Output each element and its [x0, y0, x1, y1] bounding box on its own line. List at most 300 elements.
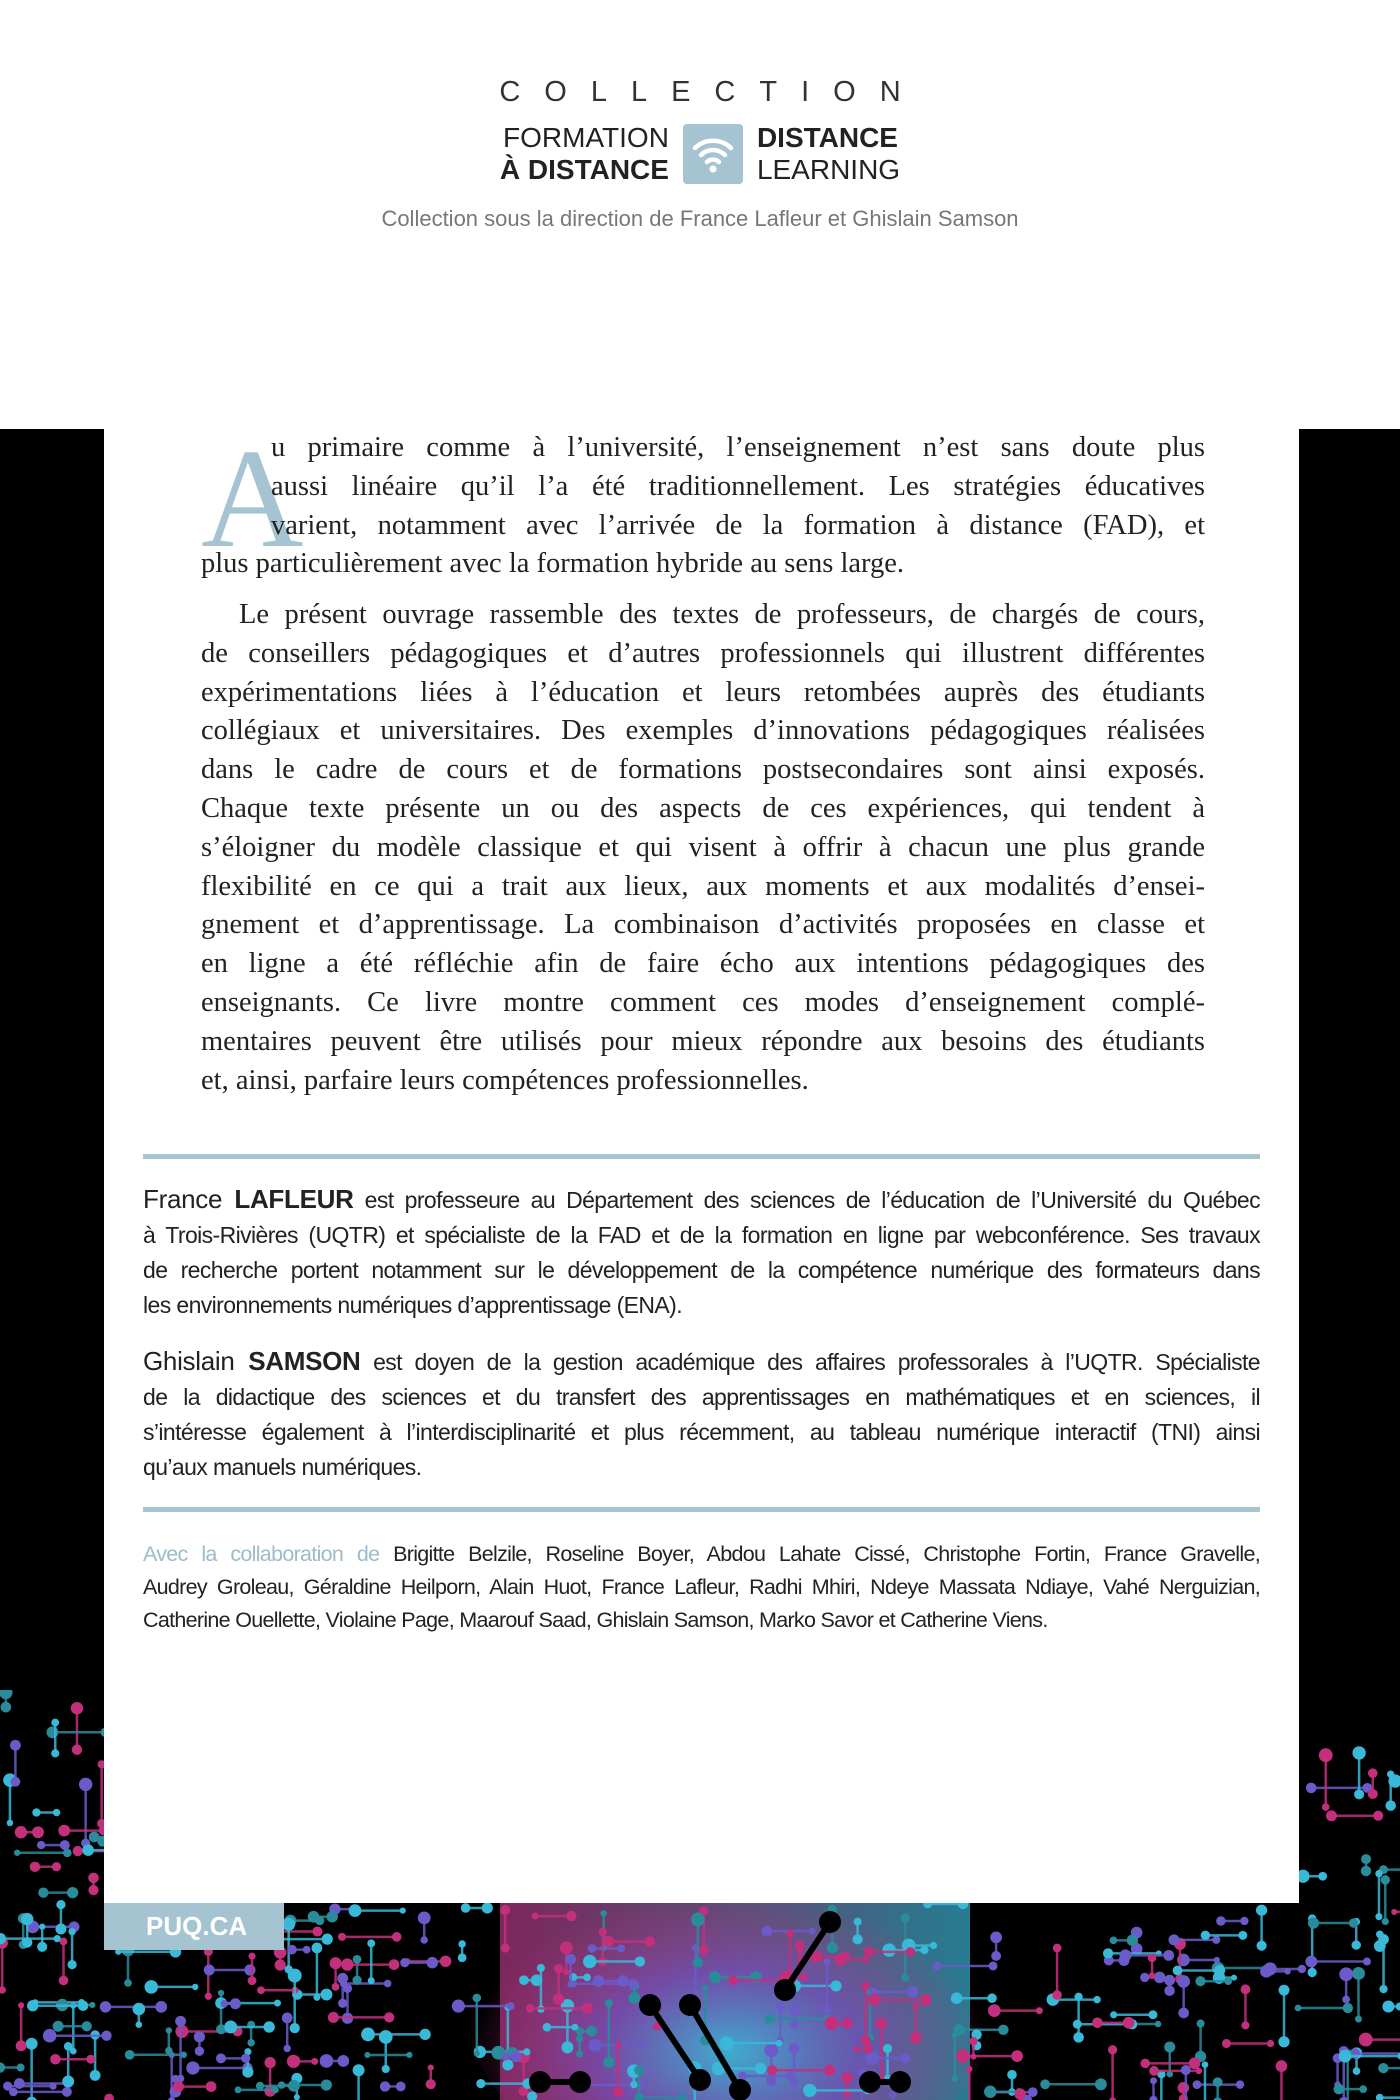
text-line: Le présent ouvrage rassemble des textes de professeurs, de chargés de cours,: [239, 599, 1205, 630]
circuit-trace: [1349, 1918, 1358, 1927]
circuit-trace: [762, 1926, 773, 1937]
circuit-trace: [247, 2039, 254, 2046]
circuit-trace: [328, 2012, 339, 2023]
circuit-trace: [1040, 2079, 1050, 2089]
circuit-trace: [1322, 1803, 1330, 1811]
circuit-trace: [824, 1958, 831, 1965]
text-line: Chaque texte présente un ou des aspects de ces expériences, qui tendent à: [201, 792, 1205, 824]
circuit-trace: [472, 1994, 481, 2003]
circuit-trace: [882, 1943, 896, 1957]
circuit-trace: [1149, 2066, 1159, 2076]
circuit-trace: [970, 2054, 976, 2060]
circuit-trace: [320, 2054, 334, 2068]
circuit-trace: [553, 1993, 564, 2004]
bio-line: de recherche portent notamment sur le développement de la compétence numérique des formateurs dans: [143, 1257, 1260, 1283]
circuit-trace: [1278, 2036, 1289, 2047]
circuit-trace: [287, 1945, 297, 1955]
text-line: expérimentations liées à l’éducation et leurs retombées auprès des étudiants: [201, 676, 1205, 708]
circuit-trace: [831, 1980, 842, 1991]
text-line: et, ainsi, parfaire leurs compétences professionnelles.: [201, 1064, 809, 1096]
circuit-trace: [476, 2079, 485, 2088]
circuit-trace: [0, 1986, 6, 1993]
circuit-trace: [275, 1959, 286, 1970]
circuit-trace: [382, 2065, 390, 2073]
circuit-trace: [876, 2017, 888, 2029]
circuit-trace: [1052, 1990, 1062, 2000]
circuit-trace: [242, 2067, 253, 2078]
circuit-trace: [1319, 1748, 1333, 1762]
author-last-name: SAMSON: [248, 1346, 361, 1376]
bio-line: de la didactique des sciences et du transfert des apprentissages en mathématiques et en sciences, il: [143, 1384, 1260, 1410]
circuit-trace: [720, 2036, 734, 2050]
circuit-trace: [11, 1777, 21, 1787]
logo-english: [757, 122, 900, 186]
text-line: en ligne a été réfléchie afin de faire écho aux intentions pédagogiques des: [201, 948, 1205, 980]
text-line: plus particulièrement avec la formation hybride au sens large.: [201, 548, 905, 580]
circuit-trace: [1279, 1985, 1290, 1996]
circuit-trace: [861, 2035, 871, 2045]
circuit-trace: [599, 1928, 607, 1936]
circuit-trace: [859, 2071, 881, 2093]
circuit-trace: [30, 1862, 40, 1872]
circuit-trace: [502, 2053, 510, 2061]
circuit-trace: [576, 2051, 583, 2058]
circuit-trace: [458, 1953, 467, 1962]
circuit-trace: [588, 2039, 601, 2052]
circuit-trace: [73, 1846, 83, 1856]
circuit-trace: [1163, 1950, 1174, 1961]
circuit-trace: [853, 1934, 863, 1944]
circuit-trace: [702, 1985, 708, 1991]
text-line: u primaire comme à l’université, l’enseignement n’est sans doute plus: [271, 432, 1205, 463]
circuit-trace: [175, 2025, 188, 2038]
circuit-trace: [586, 2026, 597, 2037]
collection-directors: Collection sous la direction de France Lafleur et Ghislain Samson: [381, 206, 1019, 231]
circuit-trace: [800, 1973, 808, 1981]
circuit-trace: [1361, 1854, 1371, 1864]
circuit-trace: [0, 2062, 5, 2072]
circuit-trace: [82, 1844, 94, 1856]
circuit-trace: [1181, 2065, 1191, 2075]
circuit-trace: [988, 2004, 1001, 2017]
circuit-trace: [809, 1928, 816, 1935]
circuit-trace: [88, 1873, 99, 1884]
author-first-name: France: [143, 1184, 235, 1214]
circuit-trace: [1375, 1913, 1382, 1920]
circuit-trace: [605, 1999, 613, 2007]
circuit-trace: [1074, 1993, 1082, 2001]
circuit-trace: [1189, 2058, 1201, 2070]
author-last-name: LAFLEUR: [234, 1184, 354, 1214]
circuit-trace: [630, 2081, 637, 2088]
circuit-trace: [728, 1976, 738, 1986]
circuit-trace: [645, 1936, 655, 1946]
circuit-trace: [82, 2021, 92, 2031]
circuit-trace: [15, 1826, 27, 1838]
circuit-trace: [1092, 2017, 1103, 2028]
circuit-trace: [389, 1959, 400, 1970]
circuit-trace: [582, 2003, 593, 2014]
circuit-trace: [144, 1980, 158, 1994]
circuit-trace: [786, 1930, 794, 1938]
circuit-trace: [1353, 2067, 1361, 2075]
circuit-trace: [420, 1936, 427, 1943]
circuit-trace: [617, 1944, 625, 1952]
circuit-trace: [635, 1956, 645, 1966]
circuit-trace: [679, 1994, 701, 2016]
circuit-trace: [1306, 1783, 1317, 1794]
circuit-trace: [1150, 2077, 1157, 2084]
circuit-trace: [22, 1937, 32, 1947]
circuit-trace: [235, 2086, 242, 2093]
circuit-trace: [173, 2081, 184, 2092]
circuit-trace: [991, 1951, 1001, 1961]
circuit-trace: [628, 1992, 640, 2004]
circuit-trace: [32, 1808, 40, 1816]
circuit-trace: [1355, 2016, 1362, 2023]
circuit-trace: [43, 2029, 57, 2043]
circuit-trace: [1339, 1967, 1353, 1981]
circuit-trace: [221, 2000, 229, 2008]
circuit-trace: [59, 1976, 69, 1986]
circuit-trace: [526, 2004, 535, 2013]
circuit-trace: [244, 1964, 255, 1975]
circuit-trace: [1257, 1941, 1267, 1951]
circuit-trace: [883, 2044, 892, 2053]
circuit-trace: [337, 2055, 349, 2067]
circuit-trace: [1391, 1909, 1397, 1915]
publisher-link[interactable]: PUQ.CA: [104, 1903, 284, 1950]
circuit-trace: [322, 1934, 333, 1945]
circuit-trace: [1169, 1934, 1180, 1945]
circuit-trace: [78, 2001, 88, 2011]
circuit-trace: [52, 1862, 61, 1871]
circuit-trace: [1195, 1976, 1205, 1986]
circuit-trace: [21, 1913, 33, 1925]
circuit-trace: [1361, 1866, 1371, 1876]
circuit-trace: [67, 1960, 76, 1969]
circuit-trace: [39, 1924, 45, 1930]
circuit-trace: [901, 1913, 910, 1922]
circuit-trace: [613, 2087, 624, 2098]
circuit-trace: [27, 2000, 38, 2011]
back-cover-text-panel: [104, 419, 1299, 1903]
circuit-trace: [1119, 1949, 1131, 1961]
circuit-trace: [452, 2000, 465, 2013]
circuit-trace: [313, 1994, 320, 2001]
circuit-trace: [1334, 2084, 1345, 2095]
bio-line: à Trois-Rivières (UQTR) et spécialiste de la FAD et de la formation en ligne par webconférence. Ses travaux: [143, 1222, 1260, 1248]
bio-line: [143, 1182, 1260, 1218]
circuit-trace: [569, 2071, 591, 2093]
circuit-trace: [789, 2043, 800, 2054]
circuit-trace: [567, 1981, 574, 1988]
collection-header: [0, 0, 1400, 429]
circuit-trace: [951, 1992, 963, 2004]
circuit-trace: [367, 1939, 375, 1947]
circuit-trace: [379, 2030, 393, 2044]
collaborators: [143, 1538, 1260, 1637]
circuit-trace: [101, 2031, 111, 2041]
circuit-trace: [68, 1928, 75, 1935]
circuit-trace: [332, 1983, 340, 1991]
circuit-trace: [257, 1986, 265, 1994]
circuit-trace: [603, 1936, 614, 1947]
circuit-trace: [1298, 1965, 1306, 1973]
circuit-trace: [264, 2057, 275, 2068]
circuit-trace: [278, 2081, 285, 2088]
circuit-trace: [691, 1913, 705, 1927]
bio-line: qu’aux manuels numériques.: [143, 1454, 422, 1480]
circuit-trace: [560, 1941, 573, 1954]
circuit-trace: [461, 1903, 471, 1913]
circuit-trace: [1154, 1972, 1166, 1984]
circuit-trace: [1359, 2033, 1373, 2047]
circuit-trace: [1201, 1931, 1210, 1940]
circuit-trace: [26, 2038, 38, 2050]
circuit-trace: [583, 1974, 591, 1982]
circuit-trace: [841, 1952, 850, 1961]
circuit-trace: [797, 1947, 803, 1953]
circuit-trace: [124, 1979, 132, 1987]
circuit-trace: [910, 2032, 922, 2044]
circuit-trace: [889, 2091, 897, 2099]
collaborators-line: Catherine Ouellette, Violaine Page, Maarouf Saad, Ghislain Samson, Marko Savor et Catherine Viens.: [143, 1608, 1048, 1632]
circuit-trace: [1110, 2011, 1117, 2018]
circuit-trace: [519, 1975, 529, 1985]
circuit-trace: [930, 1942, 937, 1949]
circuit-trace: [1231, 1975, 1237, 1981]
circuit-trace: [868, 1994, 880, 2006]
collection-logo: [0, 122, 1400, 186]
circuit-trace: [510, 2051, 521, 2062]
circuit-trace: [1140, 2059, 1150, 2069]
circuit-trace: [1148, 1954, 1156, 1962]
circuit-trace: [86, 2055, 95, 2064]
circuit-trace: [218, 1990, 224, 1996]
circuit-trace: [729, 2079, 751, 2100]
circuit-trace: [529, 2071, 551, 2093]
circuit-trace: [1164, 1975, 1175, 1986]
circuit-trace: [353, 2064, 365, 2076]
circuit-trace: [1238, 1931, 1247, 1940]
circuit-trace: [1149, 2096, 1157, 2100]
text-line: gnement et d’apprentissage. La combinaison d’activités proposées en classe et: [201, 909, 1205, 941]
circuit-trace: [583, 1955, 596, 1968]
circuit-trace: [248, 1953, 255, 1960]
circuit-trace: [380, 2081, 390, 2091]
circuit-trace: [53, 1809, 60, 1816]
circuit-trace: [785, 2072, 793, 2080]
circuit-trace: [89, 2002, 95, 2008]
circuit-trace: [384, 1980, 392, 1988]
circuit-trace: [321, 1989, 333, 2001]
text-line: aussi linéaire qu’il l’a été traditionnellement. Les stratégies éducatives: [271, 470, 1205, 502]
collaboration-lead: Avec la collaboration de: [143, 1542, 394, 1566]
circuit-trace: [500, 1905, 510, 1915]
circuit-trace: [283, 2045, 290, 2052]
circuit-trace: [1381, 1875, 1390, 1884]
circuit-trace: [37, 1841, 45, 1849]
circuit-trace: [920, 1994, 932, 2006]
circuit-trace: [1222, 2039, 1231, 2048]
circuit-trace: [1164, 1985, 1174, 1995]
bio-line: s’intéresse également à l’interdisciplinarité et plus récemment, au tableau numérique interactif (TNI) ainsi: [143, 1419, 1260, 1445]
circuit-trace: [1073, 2020, 1082, 2029]
circuit-trace: [1368, 1768, 1378, 1778]
circuit-trace: [853, 2046, 859, 2052]
circuit-trace: [1053, 1944, 1062, 1953]
circuit-trace: [290, 2023, 300, 2033]
circuit-trace: [0, 1690, 13, 1699]
circuit-trace: [1123, 2017, 1135, 2029]
circuit-trace: [566, 1911, 576, 1921]
circuit-trace: [272, 2086, 279, 2093]
circuit-trace: [1373, 1811, 1383, 1821]
circuit-trace: [1326, 1810, 1337, 1821]
circuit-trace: [361, 2027, 375, 2041]
circuit-trace: [617, 1975, 629, 1987]
author-first-name: Ghislain: [143, 1346, 249, 1376]
circuit-trace: [1127, 1935, 1138, 1946]
circuit-trace: [764, 2014, 774, 2024]
circuit-trace: [1073, 2032, 1084, 2043]
circuit-trace: [195, 2046, 204, 2055]
circuit-trace: [349, 1904, 362, 1917]
circuit-trace: [1193, 2080, 1202, 2089]
circuit-trace: [67, 1887, 78, 1898]
circuit-trace: [966, 2066, 972, 2072]
circuit-trace: [842, 2018, 853, 2029]
circuit-trace: [628, 1979, 638, 1989]
circuit-trace: [1339, 2050, 1352, 2063]
text-line: dans le cadre de cours et de formations postsecondaires sont ainsi exposés.: [201, 754, 1205, 786]
circuit-trace: [554, 1964, 563, 1973]
circuit-trace: [1213, 2077, 1223, 2087]
circuit-trace: [1093, 1996, 1100, 2003]
circuit-trace: [1197, 2020, 1205, 2028]
circuit-trace: [502, 2059, 513, 2070]
text-line: enseignants. Ce livre montre comment ces modes d’enseignement complé-: [201, 986, 1205, 1018]
circuit-trace: [588, 1944, 597, 1953]
circuit-trace: [474, 2050, 480, 2056]
circuit-trace: [1108, 2045, 1117, 2054]
circuit-trace: [38, 1888, 48, 1898]
circuit-trace: [1363, 1958, 1371, 1966]
wifi-icon: [683, 124, 743, 184]
circuit-trace: [1382, 2000, 1394, 2012]
text-line: mentaires peuvent être utilisés pour mieux répondre aux besoins des étudiants: [201, 1025, 1205, 1057]
circuit-trace: [419, 2029, 430, 2040]
circuit-trace: [282, 2013, 293, 2024]
collaborator-names: Brigitte Belzile, Roseline Boyer, Abdou Lahate Cissé, Christophe Fortin, France Gravelle,: [393, 1542, 1260, 1566]
circuit-trace: [1236, 2080, 1244, 2088]
circuit-trace: [79, 1778, 92, 1791]
circuit-trace: [789, 2005, 800, 2016]
circuit-trace: [843, 2091, 850, 2098]
bio-france-lafleur: [143, 1182, 1260, 1323]
text-line: s’éloigner du modèle classique et qui visent à offrir à chacun une plus grande: [201, 831, 1205, 863]
divider: [143, 1154, 1260, 1159]
circuit-trace: [392, 1932, 402, 1942]
circuit-trace: [1385, 1800, 1396, 1811]
circuit-trace: [1308, 1917, 1319, 1928]
circuit-trace: [418, 1911, 431, 1924]
circuit-trace: [1095, 2078, 1107, 2090]
collaborators-line: Audrey Groleau, Géraldine Heilporn, Alain Huot, France Lafleur, Radhi Mhiri, Ndeye Massata Ndiaye, Vahé Nerguizian,: [143, 1575, 1260, 1599]
circuit-trace: [634, 2065, 644, 2075]
circuit-trace: [241, 2054, 250, 2063]
circuit-trace: [951, 2075, 958, 2082]
circuit-trace: [49, 2082, 56, 2089]
logo-english-line2: LEARNING: [756, 154, 901, 185]
circuit-trace: [64, 2042, 73, 2051]
intro-paragraph: [201, 419, 1205, 584]
circuit-trace: [861, 1982, 870, 1991]
circuit-trace: [248, 1976, 257, 1985]
drop-cap: A: [201, 419, 304, 577]
circuit-trace: [1295, 2005, 1302, 2012]
circuit-trace: [1276, 2060, 1288, 2072]
circuit-trace: [16, 2040, 27, 2051]
circuit-trace: [72, 1744, 82, 1754]
circuit-trace: [1378, 1934, 1389, 1945]
circuit-trace: [204, 1965, 215, 1976]
text-line: de conseillers pédagogiques et d’autres professionnels qui illustrent différentes: [201, 637, 1205, 669]
text-line: flexibilité en ce qui a trait aux lieux, aux moments et aux modalités d’ensei-: [201, 870, 1205, 902]
circuit-trace: [1149, 1972, 1156, 1979]
circuit-trace: [287, 2055, 300, 2068]
circuit-trace: [311, 2058, 318, 2065]
circuit-trace: [709, 1971, 721, 1983]
circuit-trace: [987, 1993, 997, 2003]
circuit-trace: [827, 1942, 838, 1953]
circuit-trace: [294, 2094, 300, 2100]
circuit-trace: [593, 1975, 605, 1987]
circuit-trace: [989, 1961, 998, 1970]
logo-french-line2: À DISTANCE: [499, 154, 669, 185]
circuit-trace: [561, 2041, 573, 2053]
circuit-trace: [60, 1840, 70, 1850]
circuit-trace: [321, 2079, 332, 2090]
circuit-trace: [341, 1958, 353, 1970]
circuit-trace: [353, 1955, 362, 1964]
circuit-trace: [175, 2016, 186, 2027]
circuit-trace: [206, 2081, 217, 2092]
circuit-trace: [54, 1935, 61, 1942]
circuit-trace: [1263, 1962, 1276, 1975]
circuit-trace: [406, 2052, 412, 2058]
circuit-trace: [62, 2087, 72, 2097]
circuit-trace: [576, 2035, 583, 2042]
circuit-trace: [1352, 1967, 1365, 1980]
circuit-trace: [1178, 2082, 1189, 2093]
circuit-trace: [1352, 1940, 1361, 1949]
circuit-trace: [155, 2001, 167, 2013]
circuit-trace: [303, 1946, 311, 1954]
circuit-trace: [1173, 1966, 1183, 1976]
logo-english-line1: DISTANCE: [756, 122, 898, 153]
circuit-trace: [1212, 1936, 1220, 1944]
circuit-trace: [543, 2023, 552, 2032]
circuit-trace: [639, 1994, 661, 2016]
circuit-trace: [776, 2001, 786, 2011]
circuit-trace: [1202, 2061, 1209, 2068]
circuit-trace: [71, 1702, 83, 1714]
circuit-trace: [88, 1885, 98, 1895]
circuit-trace: [864, 1947, 874, 1957]
circuit-trace: [823, 2007, 830, 2014]
